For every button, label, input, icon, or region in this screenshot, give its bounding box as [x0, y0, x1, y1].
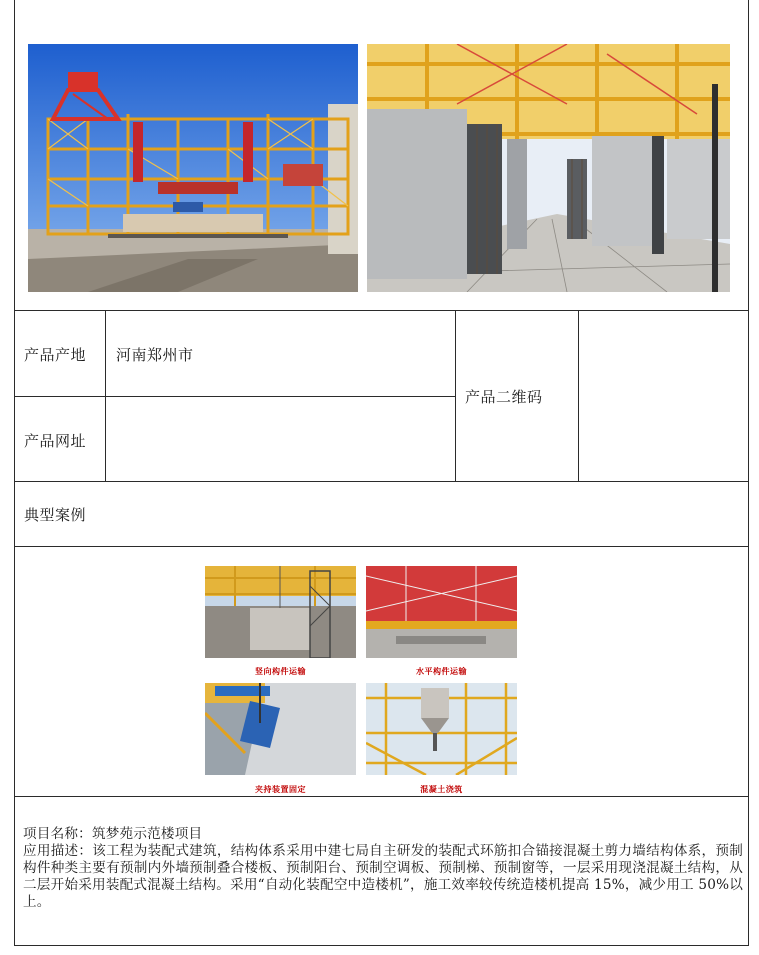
typical-case-label: 典型案例 — [24, 506, 87, 524]
origin-label: 产品产地 — [24, 346, 87, 364]
caption-concrete-pouring: 混凝土浇筑 — [420, 785, 463, 794]
table-left-border — [14, 0, 15, 946]
project-application-description: 应用描述：该工程为装配式建筑，结构体系采用中建七局自主研发的装配式环筋扣合锚接混凝土剪力墙结构体系，预制构件种类主要有预制内外墙预制叠合楼板、预制阳台、预制空调板、预制梯、预制窗等，一层采用现浇混凝土结构，从二层开始采用装配式混凝土结构。采用“自动化装配空中造楼机”，施工效率较传统造楼机提高 15%，减少用工 50%以上。 — [23, 843, 743, 910]
qr-code-cell — [580, 312, 747, 480]
caption-clamping-device: 夹持装置固定 — [255, 785, 306, 794]
clamping-device-photo — [205, 683, 356, 775]
table-bottom-border — [14, 945, 749, 946]
project-name: 项目名称：筑梦苑示范楼项目 — [23, 826, 203, 842]
building-machine-interior-photo — [367, 44, 730, 292]
row-divider-info — [14, 481, 749, 482]
url-label: 产品网址 — [24, 432, 87, 450]
col-divider-label — [105, 310, 106, 482]
concrete-pouring-photo — [366, 683, 517, 775]
row-divider-origin — [14, 396, 456, 397]
building-machine-exterior-photo — [28, 44, 358, 292]
row-divider-case-photos — [14, 796, 749, 797]
caption-horizontal-transport: 水平构件运输 — [416, 667, 467, 676]
row-divider-case — [14, 546, 749, 547]
table-right-border — [748, 0, 749, 946]
origin-value: 河南郑州市 — [116, 346, 194, 364]
caption-vertical-transport: 竖向构件运输 — [255, 667, 306, 676]
vertical-component-transport-photo — [205, 566, 356, 658]
project-description-block — [23, 826, 743, 911]
horizontal-component-transport-photo — [366, 566, 517, 658]
qr-code-label: 产品二维码 — [465, 388, 543, 406]
col-divider-qr-left — [455, 310, 456, 482]
